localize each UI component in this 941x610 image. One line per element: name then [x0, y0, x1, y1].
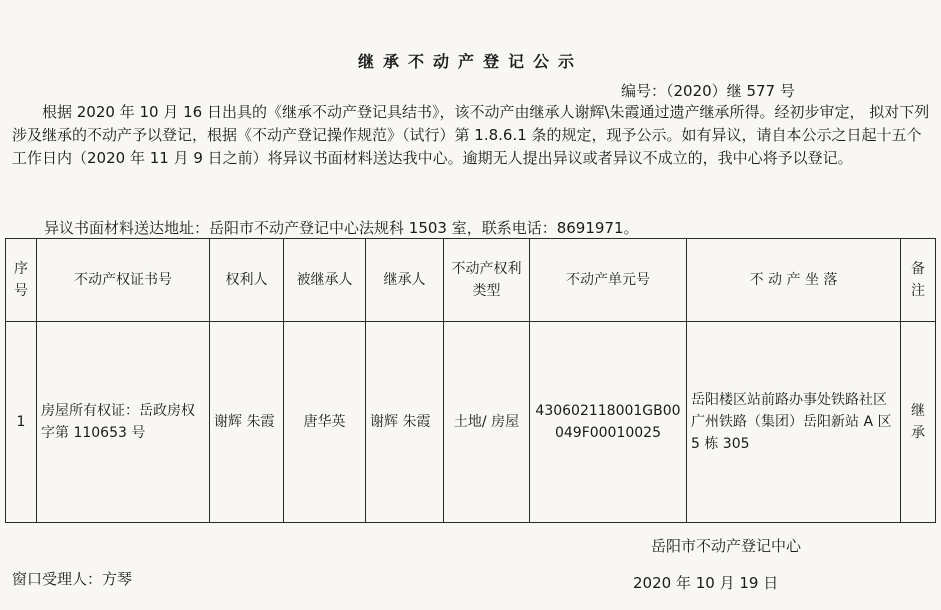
notice-title: 继承不动产登记公示: [357, 52, 583, 71]
cell-decedent: 唐华英: [284, 322, 366, 523]
registration-table: [5, 238, 936, 523]
header-seq: 序号: [6, 239, 37, 322]
header-decedent: 被继承人: [284, 239, 366, 322]
doc-number: 编号：（2020）继 577 号: [621, 82, 795, 100]
cell-remark: 继承: [901, 322, 936, 523]
cell-seq: 1: [6, 322, 37, 523]
header-owner: 权利人: [210, 239, 284, 322]
notice-date: 2020 年 10 月 19 日: [633, 574, 779, 592]
cell-unit-no: 430602118001GB00049F00010025: [530, 322, 687, 523]
header-remark: 备注: [901, 239, 936, 322]
objection-address: 异议书面材料送达地址：岳阳市不动产登记中心法规科 1503 室，联系电话：8691971。: [44, 219, 639, 237]
table-header-row: [6, 239, 936, 322]
notice-body: 根据 2020 年 10 月 16 日出具的《继承不动产登记具结书》，该不动产由继承人谢辉\朱霞通过遗产继承所得。经初步审定， 拟对下列涉及继承的不动产予以登记，根据《不动产登记操作规范》（试行）第 1.8.6.1 条的规定，现予公示。如有异议，请自本公示之日起十五个工作日内（2020 年 11 月 9 日之前）将异议书面材料送达我中心。逾期无人提出异议或者异议不成立的，我中心将予以登记。: [12, 103, 930, 167]
window-receiver: 窗口受理人：方琴: [12, 570, 133, 588]
cell-cert-no: 房屋所有权证：岳政房权字第 110653 号: [37, 322, 210, 523]
cell-heir: 谢辉 朱霞: [366, 322, 444, 523]
header-location: 不 动 产 坐 落: [687, 239, 901, 322]
table-row: [6, 322, 936, 523]
issuer-name: 岳阳市不动产登记中心: [651, 537, 802, 555]
cell-location: 岳阳楼区站前路办事处铁路社区广州铁路（集团）岳阳新站 A 区 5 栋 305: [687, 322, 901, 523]
header-right-type: 不动产权利类型: [444, 239, 530, 322]
header-heir: 继承人: [366, 239, 444, 322]
cell-right-type: 土地/ 房屋: [444, 322, 530, 523]
cell-owner: 谢辉 朱霞: [210, 322, 284, 523]
header-unit-no: 不动产单元号: [530, 239, 687, 322]
header-cert-no: 不动产权证书号: [37, 239, 210, 322]
